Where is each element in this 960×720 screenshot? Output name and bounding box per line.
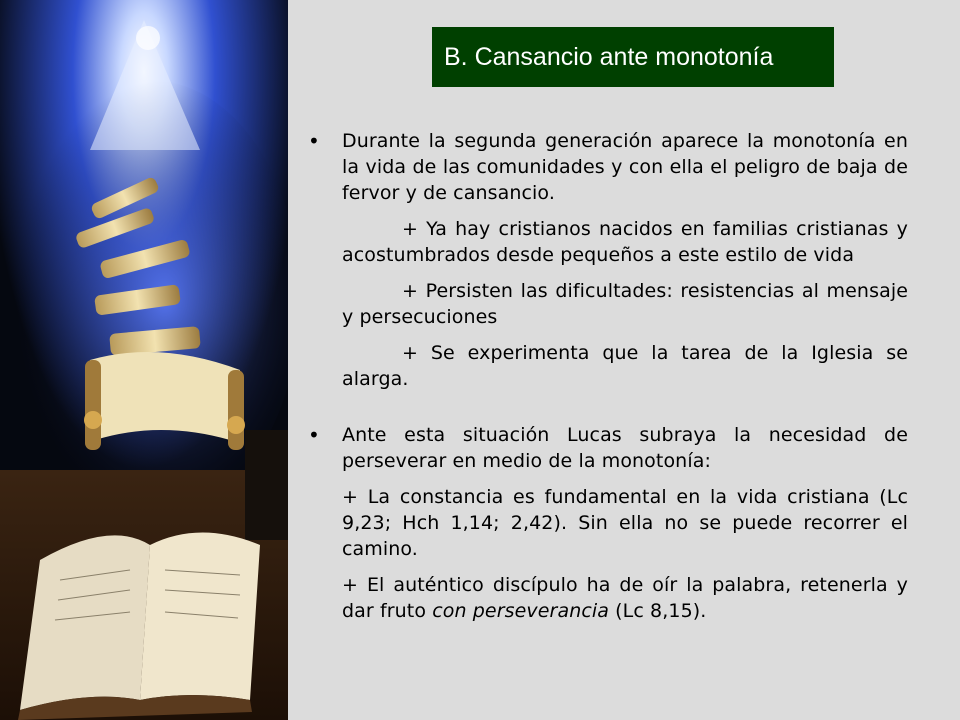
sub-item	[306, 572, 908, 624]
sub-item-reference: (Lc 8,15).	[609, 600, 707, 622]
figure-head	[136, 26, 160, 50]
open-bible	[18, 533, 260, 720]
slide-content	[306, 128, 908, 624]
bullet-text: Durante la segunda generación aparece la monotonía en la vida de las comunidades y con ella el peligro de baja de fervor y de cansancio.	[342, 130, 908, 204]
sub-item: + La constancia es fundamental en la vida cristiana (Lc 9,23; Hch 1,14; 2,42). Sin ella no se puede recorrer el camino.	[342, 486, 908, 560]
bullet-glyph: •	[308, 129, 320, 153]
decorative-image-scrolls-bible	[0, 0, 288, 720]
bullet-item-1	[306, 128, 908, 206]
sub-item-text: + El auténtico discípulo ha de oír la palabra, retenerla y dar fruto	[342, 574, 908, 622]
sub-item: + Persisten las dificultades: resistencias al mensaje y persecuciones	[342, 280, 908, 328]
bullet-text: Ante esta situación Lucas subraya la necesidad de perseverar en medio de la monotonía:	[342, 424, 908, 472]
pen-holder	[245, 430, 288, 540]
slide-title: B. Cansancio ante monotonía	[444, 42, 774, 71]
bullet-glyph: •	[308, 423, 320, 447]
sub-item: + Ya hay cristianos nacidos en familias cristianas y acostumbrados desde pequeños a este estilo de vida	[342, 218, 908, 266]
slide-title-box	[432, 27, 834, 87]
bullet-item-2	[306, 422, 908, 474]
sub-item: + Se experimenta que la tarea de la Iglesia se alarga.	[342, 342, 908, 390]
emphasis-text: con perseverancia	[432, 600, 610, 622]
